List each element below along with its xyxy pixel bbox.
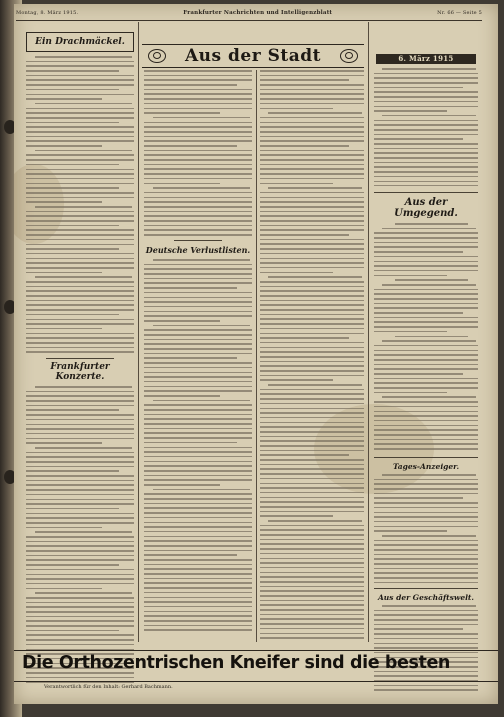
column-rule (368, 22, 369, 642)
section-divider (374, 457, 478, 458)
article-heading: Aus der Umgegend. (394, 197, 458, 219)
article-body (260, 70, 364, 642)
article-body (144, 70, 252, 238)
article-heading: Ein Drachmäckel. (35, 37, 125, 47)
date-banner: 6. März 1915 (376, 54, 476, 64)
article-body (26, 56, 134, 356)
section-divider (46, 358, 114, 359)
article-heading: Tages-Anzeiger. (392, 462, 460, 471)
running-head-page: Nr. 66 — Seite 5 (437, 10, 482, 16)
article-heading: Aus der Geschäftswelt. (377, 593, 475, 602)
advertisement-headline: Die Orthozentrischen Kneifer sind die besten (22, 653, 450, 673)
article-heading: Frankfurter Konzerte. (50, 362, 110, 382)
article-body (144, 259, 252, 633)
advertisement-banner (14, 650, 498, 682)
running-head-date: Montag, 8. März 1915. (16, 10, 79, 16)
section-divider (174, 240, 222, 241)
running-head-paper: Frankfurter Nachrichten und Intelligenzblatt (183, 10, 333, 16)
column-center-left (144, 70, 252, 633)
section-title: Aus der Stadt (184, 46, 321, 66)
column-center-right (260, 70, 364, 642)
ornament-icon (148, 49, 166, 63)
footer-imprint: Verantwortlich für den Inhalt: Gerhard Bachmann. (44, 684, 173, 690)
column-right (374, 68, 478, 693)
article-body (374, 474, 478, 584)
section-divider (374, 192, 478, 193)
column-rule (138, 22, 139, 642)
article-body (374, 68, 478, 186)
section-masthead (142, 44, 364, 68)
article-body (374, 223, 478, 453)
ornament-icon (340, 49, 358, 63)
section-divider (374, 588, 478, 589)
article-heading: Deutsche Verlustlisten. (145, 245, 251, 255)
column-rule (256, 70, 257, 642)
column-left (26, 22, 134, 684)
running-head (16, 6, 482, 21)
heading-box (26, 32, 134, 52)
article-body (26, 386, 134, 684)
